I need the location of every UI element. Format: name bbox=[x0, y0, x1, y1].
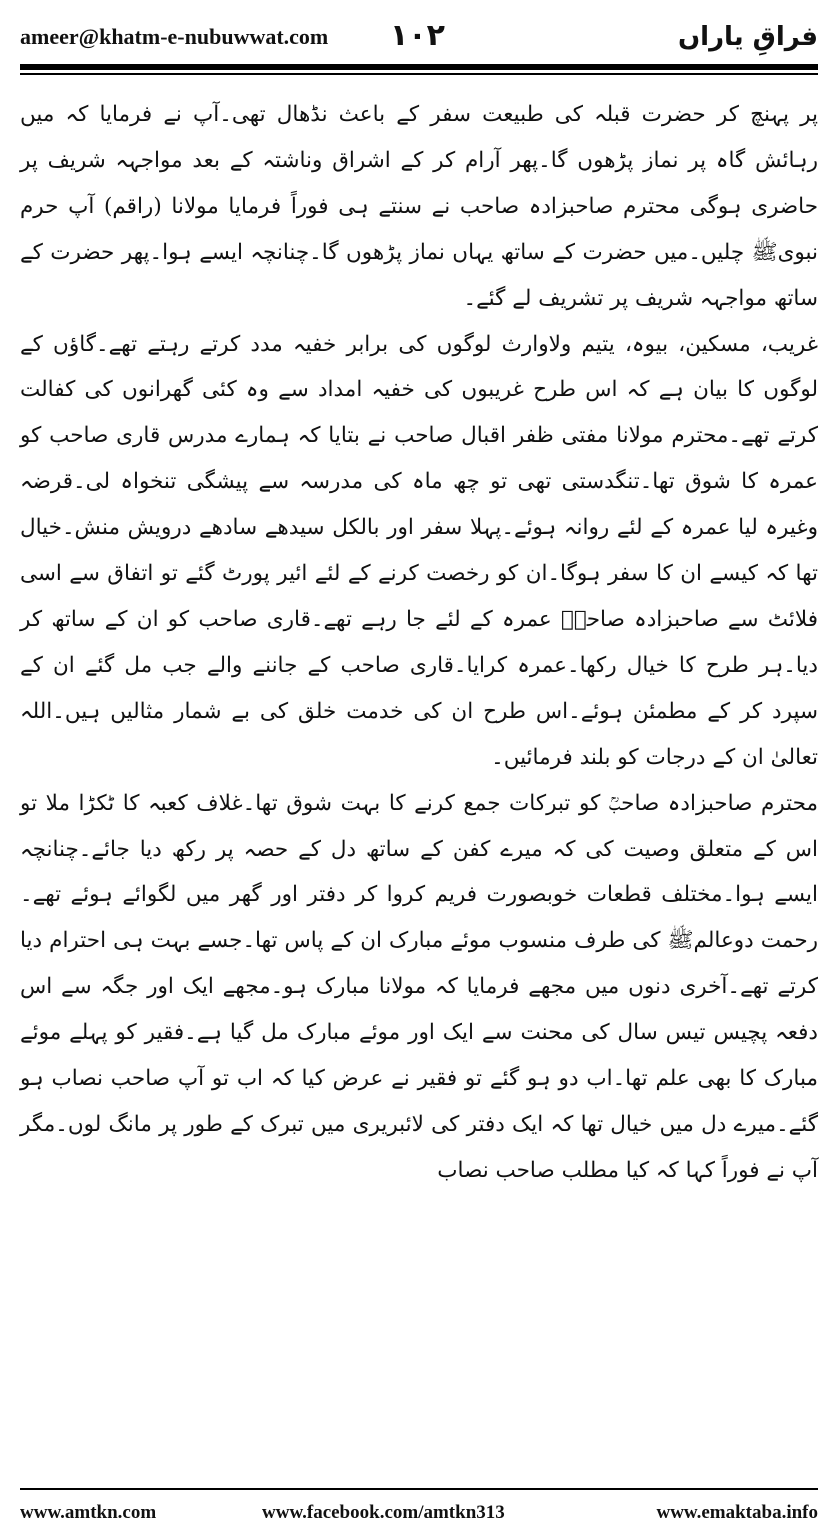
footer-rule bbox=[20, 1488, 818, 1490]
book-title: فراقِ یاراں bbox=[677, 22, 818, 52]
paragraph-2: غریب، مسکین، بیوہ، یتیم ولاوارث لوگوں کی برابر خفیہ مدد کرتے رہتے تھے۔گاؤں کے لوگوں کا بیان ہے کہ اس طرح غریبوں کی خفیہ امداد سے وہ کئی گھرانوں کی کفالت کرتے تھے۔محترم مولانا مفتی ظفر اقبال صاحب نے بتایا کہ ہمارے مدرس قاری صاحب کو عمرہ کا شوق تھا۔تنگدستی تھی تو چھ ماہ کی مدرسہ سے پیشگی تنخواہ لی۔قرضہ وغیرہ لیا عمرہ کے لئے روانہ ہوئے۔پہلا سفر اور بالکل سیدھے سادھے درویش منش۔خیال تھا کہ کیسے ان کا سفر ہوگا۔ان کو رخصت کرنے کے لئے ائیر پورٹ گئے تو اتفاق سے اسی فلائٹ سے صاحبزادہ صاحبؒ عمرہ کے لئے جا رہے تھے۔قاری صاحب کو ان کے ساتھ کر دیا۔ہر طرح کا خیال رکھا۔عمرہ کرایا۔قاری صاحب کے جاننے والے جب مل گئے ان کے سپرد کر کے مطمئن ہوئے۔اس طرح ان کی خدمت خلق کی بے شمار مثالیں ہیں۔اللہ تعالیٰ ان کے درجات کو بلند فرمائیں۔ bbox=[20, 331, 818, 770]
header-email: ameer@khatm-e-nubuwwat.com bbox=[20, 24, 329, 49]
footer-facebook-link[interactable]: www.facebook.com/amtkn313 bbox=[262, 1502, 505, 1523]
header-rule-thick bbox=[20, 64, 818, 70]
header-rule-thin bbox=[20, 73, 818, 75]
footer-website-emaktaba[interactable]: www.emaktaba.info bbox=[656, 1502, 818, 1523]
paragraph-1: پر پہنچ کر حضرت قبلہ کی طبیعت سفر کے باعث نڈھال تھی۔آپ نے فرمایا کہ میں رہائش گاہ پر نماز پڑھوں گا۔پھر آرام کر کے اشراق وناشتہ کے بعد مواجہہ شریف پر حاضری ہوگی محترم صاحبزادہ صاحب نے سنتے ہی فوراً فرمایا مولانا (راقم) آپ حرم نبویﷺ چلیں۔میں حضرت کے ساتھ یہاں نماز پڑھوں گا۔چنانچہ ایسے ہوا۔پھر حضرت کے ساتھ مواجہہ شریف پر تشریف لے گئے۔ bbox=[20, 102, 818, 311]
page-body bbox=[20, 92, 818, 1472]
page-number: ۱۰۲ bbox=[390, 18, 445, 53]
page-header bbox=[20, 14, 818, 64]
page-footer bbox=[20, 1502, 818, 1532]
paragraph-3: محترم صاحبزادہ صاحبؒ کو تبرکات جمع کرنے کا بہت شوق تھا۔غلاف کعبہ کا ٹکڑا ملا تو اس کے متعلق وصیت کی کہ میرے کفن کے ساتھ دل کے حصہ پر رکھ دیا جائے۔چنانچہ ایسے ہوا۔مختلف قطعات خوبصورت فریم کروا کر دفتر اور گھر میں لگوائے ہوئے تھے۔رحمت دوعالمﷺ کی طرف منسوب موئے مبارک ان کے پاس تھا۔جسے بہت ہی احترام دیا کرتے تھے۔آخری دنوں میں مجھے فرمایا کہ مولانا مبارک ہو۔مجھے ایک اور جگہ سے اس دفعہ پچیس تیس سال کی محنت سے ایک اور موئے مبارک مل گیا ہے۔فقیر کو پہلے موئے مبارک کا بھی علم تھا۔اب دو ہو گئے تو فقیر نے عرض کیا کہ اب تو آپ صاحب نصاب ہو گئے۔میرے دل میں خیال تھا کہ ایک دفتر کی لائبریری میں تبرک کے طور پر مانگ لوں۔مگر آپ نے فوراً کہا کہ کیا مطلب صاحب نصاب bbox=[20, 790, 818, 1183]
footer-website-amtkn[interactable]: www.amtkn.com bbox=[20, 1502, 157, 1523]
